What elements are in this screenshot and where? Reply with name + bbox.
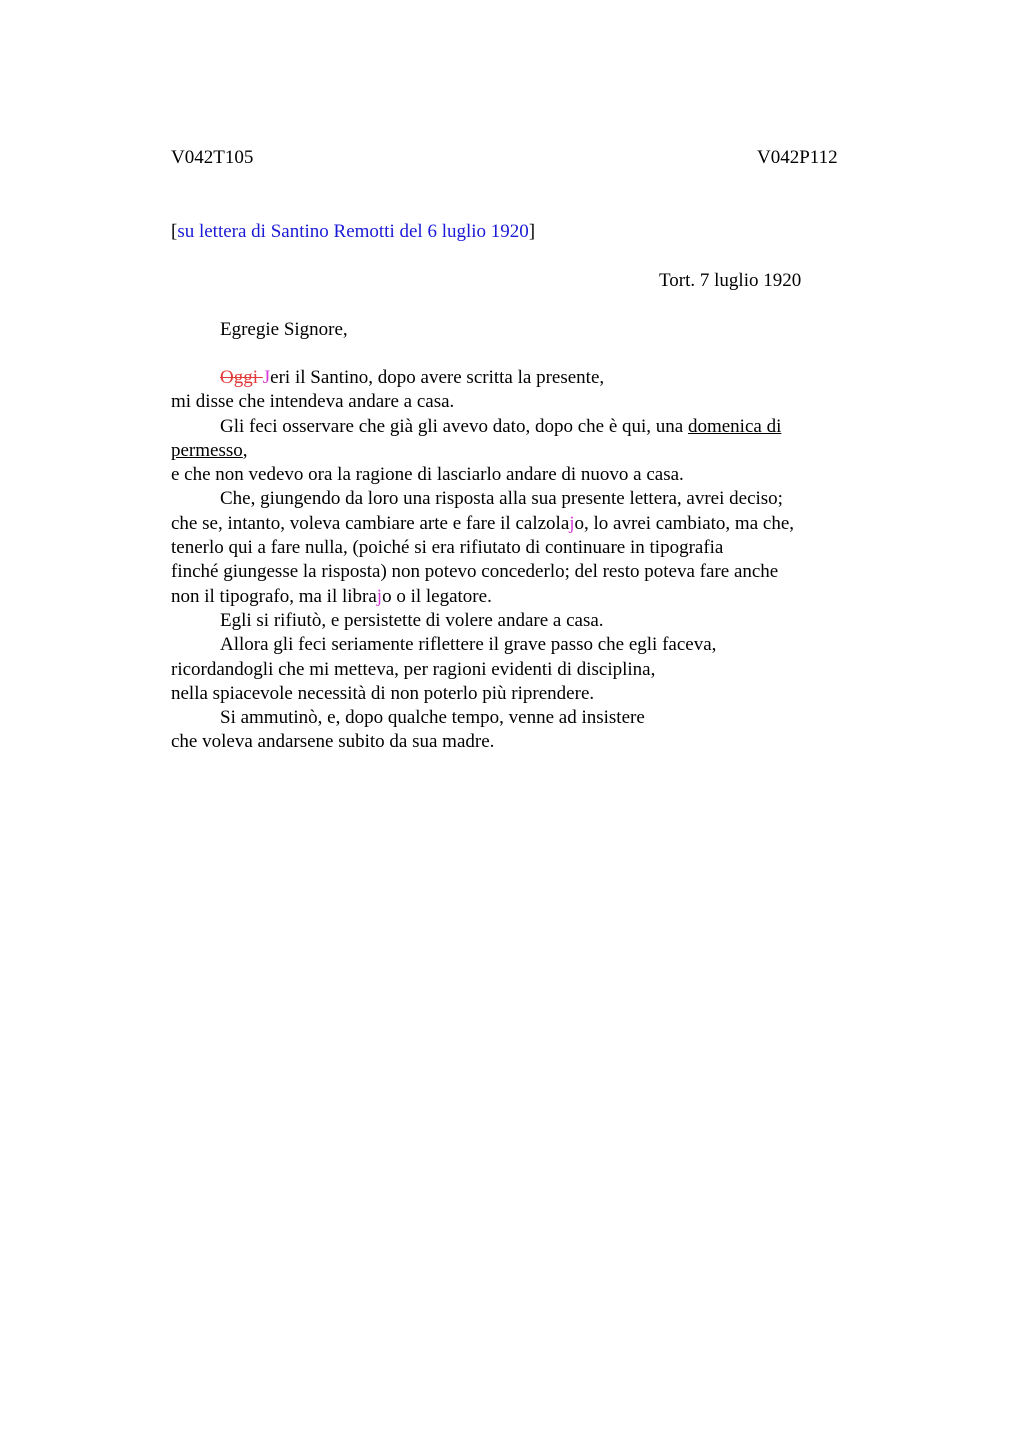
body-text: , xyxy=(242,439,248,461)
body-line: che voleva andarsene subito da sua madre. xyxy=(171,731,495,753)
body-line: Allora gli feci seriamente riflettere il grave passo che egli faceva, xyxy=(220,634,717,656)
note-open-bracket: [ xyxy=(171,221,178,242)
letter-body xyxy=(171,366,861,755)
salutation: Egregie Signore, xyxy=(220,319,348,340)
inserted-text: j xyxy=(569,512,575,534)
body-text: non il tipografo, ma il libra xyxy=(171,585,377,607)
underlined-text: domenica di xyxy=(687,415,782,437)
body-line xyxy=(171,366,861,390)
document-code-right: V042P112 xyxy=(757,147,838,168)
deleted-text: Oggi xyxy=(220,367,263,388)
body-line: Si ammutinò, e, dopo qualche tempo, venne ad insistere xyxy=(220,707,645,729)
body-line: mi disse che intendeva andare a casa. xyxy=(171,391,455,413)
body-line: nella spiacevole necessità di non poterlo più riprendere. xyxy=(171,682,595,704)
body-line: ricordandogli che mi metteva, per ragioni evidenti di disciplina, xyxy=(171,658,656,680)
body-line xyxy=(171,415,861,439)
underlined-text: permesso xyxy=(171,439,243,461)
body-line: finché giungesse la risposta) non potevo concederlo; del resto poteva fare anche xyxy=(171,561,779,583)
body-line: Che, giungendo da loro una risposta alla sua presente lettera, avrei deciso; xyxy=(220,488,783,510)
body-line: tenerlo qui a fare nulla, (poiché si era rifiutato di continuare in tipografia xyxy=(171,537,724,559)
letter-date: Tort. 7 luglio 1920 xyxy=(659,270,802,291)
body-text: Gli feci osservare che già gli avevo dato, dopo che è qui, una xyxy=(220,415,688,437)
body-text: che se, intanto, voleva cambiare arte e fare il calzola xyxy=(171,512,570,534)
body-line: e che non vedevo ora la ragione di lasciarlo andare di nuovo a casa. xyxy=(171,464,684,486)
note-text: su lettera di Santino Remotti del 6 luglio 1920 xyxy=(177,221,529,242)
body-text: eri il Santino, dopo avere scritta la presente, xyxy=(270,367,605,388)
inserted-text: J xyxy=(262,367,271,388)
inserted-text: j xyxy=(376,585,383,607)
body-line xyxy=(171,439,861,463)
document-code-left: V042T105 xyxy=(171,147,254,168)
body-text: o, lo avrei cambiato, ma che, xyxy=(574,512,794,534)
body-text: o o il legatore. xyxy=(382,585,492,607)
body-line xyxy=(171,585,861,609)
body-line xyxy=(171,512,861,536)
note-close-bracket: ] xyxy=(528,221,536,242)
editorial-note xyxy=(171,220,535,244)
body-line: Egli si rifiutò, e persistette di volere andare a casa. xyxy=(220,609,604,631)
